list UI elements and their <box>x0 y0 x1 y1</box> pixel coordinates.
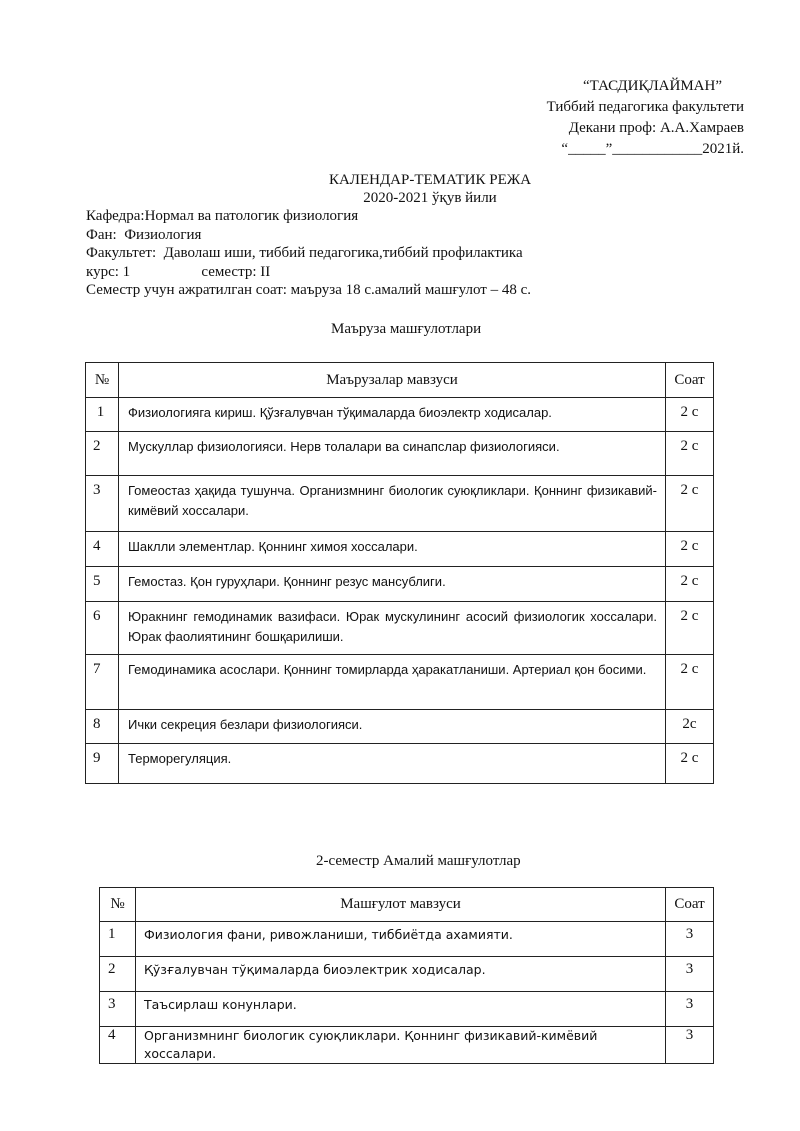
header-hours: Соат <box>666 888 714 922</box>
row-number: 1 <box>86 398 119 432</box>
row-hours: 2с <box>666 710 714 744</box>
approval-title: “ТАСДИҚЛАЙМАН” <box>583 78 722 94</box>
row-topic: Гемостаз. Қон гуруҳлари. Қоннинг резус мансублиги. <box>119 567 666 602</box>
practicals-table <box>99 887 714 1064</box>
row-hours: 2 с <box>666 432 714 476</box>
header-hours: Соат <box>666 363 714 398</box>
table-row <box>100 957 714 992</box>
row-topic: Юракнинг гемодинамик вазифаси. Юрак мускулининг асосий физиологик хоссалари. Юрак фаолиятининг бошқарилиши. <box>119 602 666 655</box>
header-number: № <box>100 888 136 922</box>
row-hours: 2 с <box>666 602 714 655</box>
table-row <box>86 744 714 784</box>
row-hours: 3 <box>666 1027 714 1064</box>
row-number: 4 <box>100 1027 136 1064</box>
row-topic: Гемодинамика асослари. Қоннинг томирларда ҳаракатланиши. Артериал қон босими. <box>119 655 666 710</box>
practicals-section-title: 2-семестр Амалий машғулотлар <box>316 853 521 869</box>
table-row <box>100 1027 714 1064</box>
table-row <box>86 602 714 655</box>
header-number: № <box>86 363 119 398</box>
row-number: 1 <box>100 922 136 957</box>
header-topic: Машғулот мавзуси <box>136 888 666 922</box>
subject-line: Фан: Физиология <box>86 226 202 243</box>
row-number: 7 <box>86 655 119 710</box>
academic-year: 2020-2021 ўқув йили <box>363 190 497 206</box>
faculty-line: Факультет: Даволаш иши, тиббий педагогика,тиббий профилактика <box>86 245 523 261</box>
table-row <box>86 432 714 476</box>
department-line: Кафедра:Нормал ва патологик физиология <box>86 208 359 224</box>
row-hours: 2 с <box>666 744 714 784</box>
row-topic: Ички секреция безлари физиологияси. <box>119 710 666 744</box>
row-hours: 3 <box>666 922 714 957</box>
row-hours: 3 <box>666 992 714 1027</box>
approval-dean: Декани проф: А.А.Хамраев <box>568 120 744 136</box>
row-hours: 2 с <box>666 532 714 567</box>
row-topic: Организмнинг биологик суюқликлари. Қоннинг физикавий-кимёвий хоссалари. <box>136 1027 666 1064</box>
row-number: 2 <box>86 432 119 476</box>
row-hours: 3 <box>666 957 714 992</box>
row-hours: 2 с <box>666 398 714 432</box>
table-header-row <box>86 363 714 398</box>
lectures-table <box>85 362 714 784</box>
row-number: 3 <box>100 992 136 1027</box>
hours-line: Семестр учун ажратилган соат: маъруза 18 с.амалий машғулот – 48 с. <box>86 282 531 298</box>
header-topic: Маърузалар мавзуси <box>119 363 666 398</box>
row-topic: Мускуллар физиологияси. Нерв толалари ва синапслар физиологияси. <box>119 432 666 476</box>
row-topic: Қўзғалувчан тўқималарда биоэлектрик ходисалар. <box>136 957 666 992</box>
row-topic: Шаклли элементлар. Қоннинг химоя хоссалари. <box>119 532 666 567</box>
row-topic: Терморегуляция. <box>119 744 666 784</box>
row-hours: 2 с <box>666 567 714 602</box>
row-hours: 2 с <box>666 476 714 532</box>
row-topic: Физиологияга кириш. Қўзғалувчан тўқималарда биоэлектр ходисалар. <box>119 398 666 432</box>
table-row <box>86 710 714 744</box>
approval-block <box>547 76 744 160</box>
row-number: 3 <box>86 476 119 532</box>
row-topic: Гомеостаз ҳақида тушунча. Организмнинг биологик суюқликлари. Қоннинг физикавий-кимёвий хоссалари. <box>119 476 666 532</box>
table-row <box>86 567 714 602</box>
row-topic: Физиология фани, ривожланиши, тиббиётда ахамияти. <box>136 922 666 957</box>
table-row <box>86 398 714 432</box>
document-title: КАЛЕНДАР-ТЕМАТИК РЕЖА <box>328 172 532 188</box>
table-header-row <box>100 888 714 922</box>
row-topic: Таъсирлаш конунлари. <box>136 992 666 1027</box>
table-row <box>100 922 714 957</box>
course-semester-line: курс: 1 семестр: II <box>86 263 271 280</box>
row-number: 4 <box>86 532 119 567</box>
row-number: 9 <box>86 744 119 784</box>
table-row <box>100 992 714 1027</box>
approval-faculty: Тиббий педагогика факультети <box>546 99 744 115</box>
table-row <box>86 476 714 532</box>
row-number: 5 <box>86 567 119 602</box>
course-info <box>86 207 531 300</box>
row-number: 2 <box>100 957 136 992</box>
table-row <box>86 655 714 710</box>
approval-date: “_____”____________2021й. <box>561 141 744 157</box>
table-row <box>86 532 714 567</box>
lectures-section-title: Маъруза машғулотлари <box>331 321 482 337</box>
row-hours: 2 с <box>666 655 714 710</box>
row-number: 6 <box>86 602 119 655</box>
row-number: 8 <box>86 710 119 744</box>
